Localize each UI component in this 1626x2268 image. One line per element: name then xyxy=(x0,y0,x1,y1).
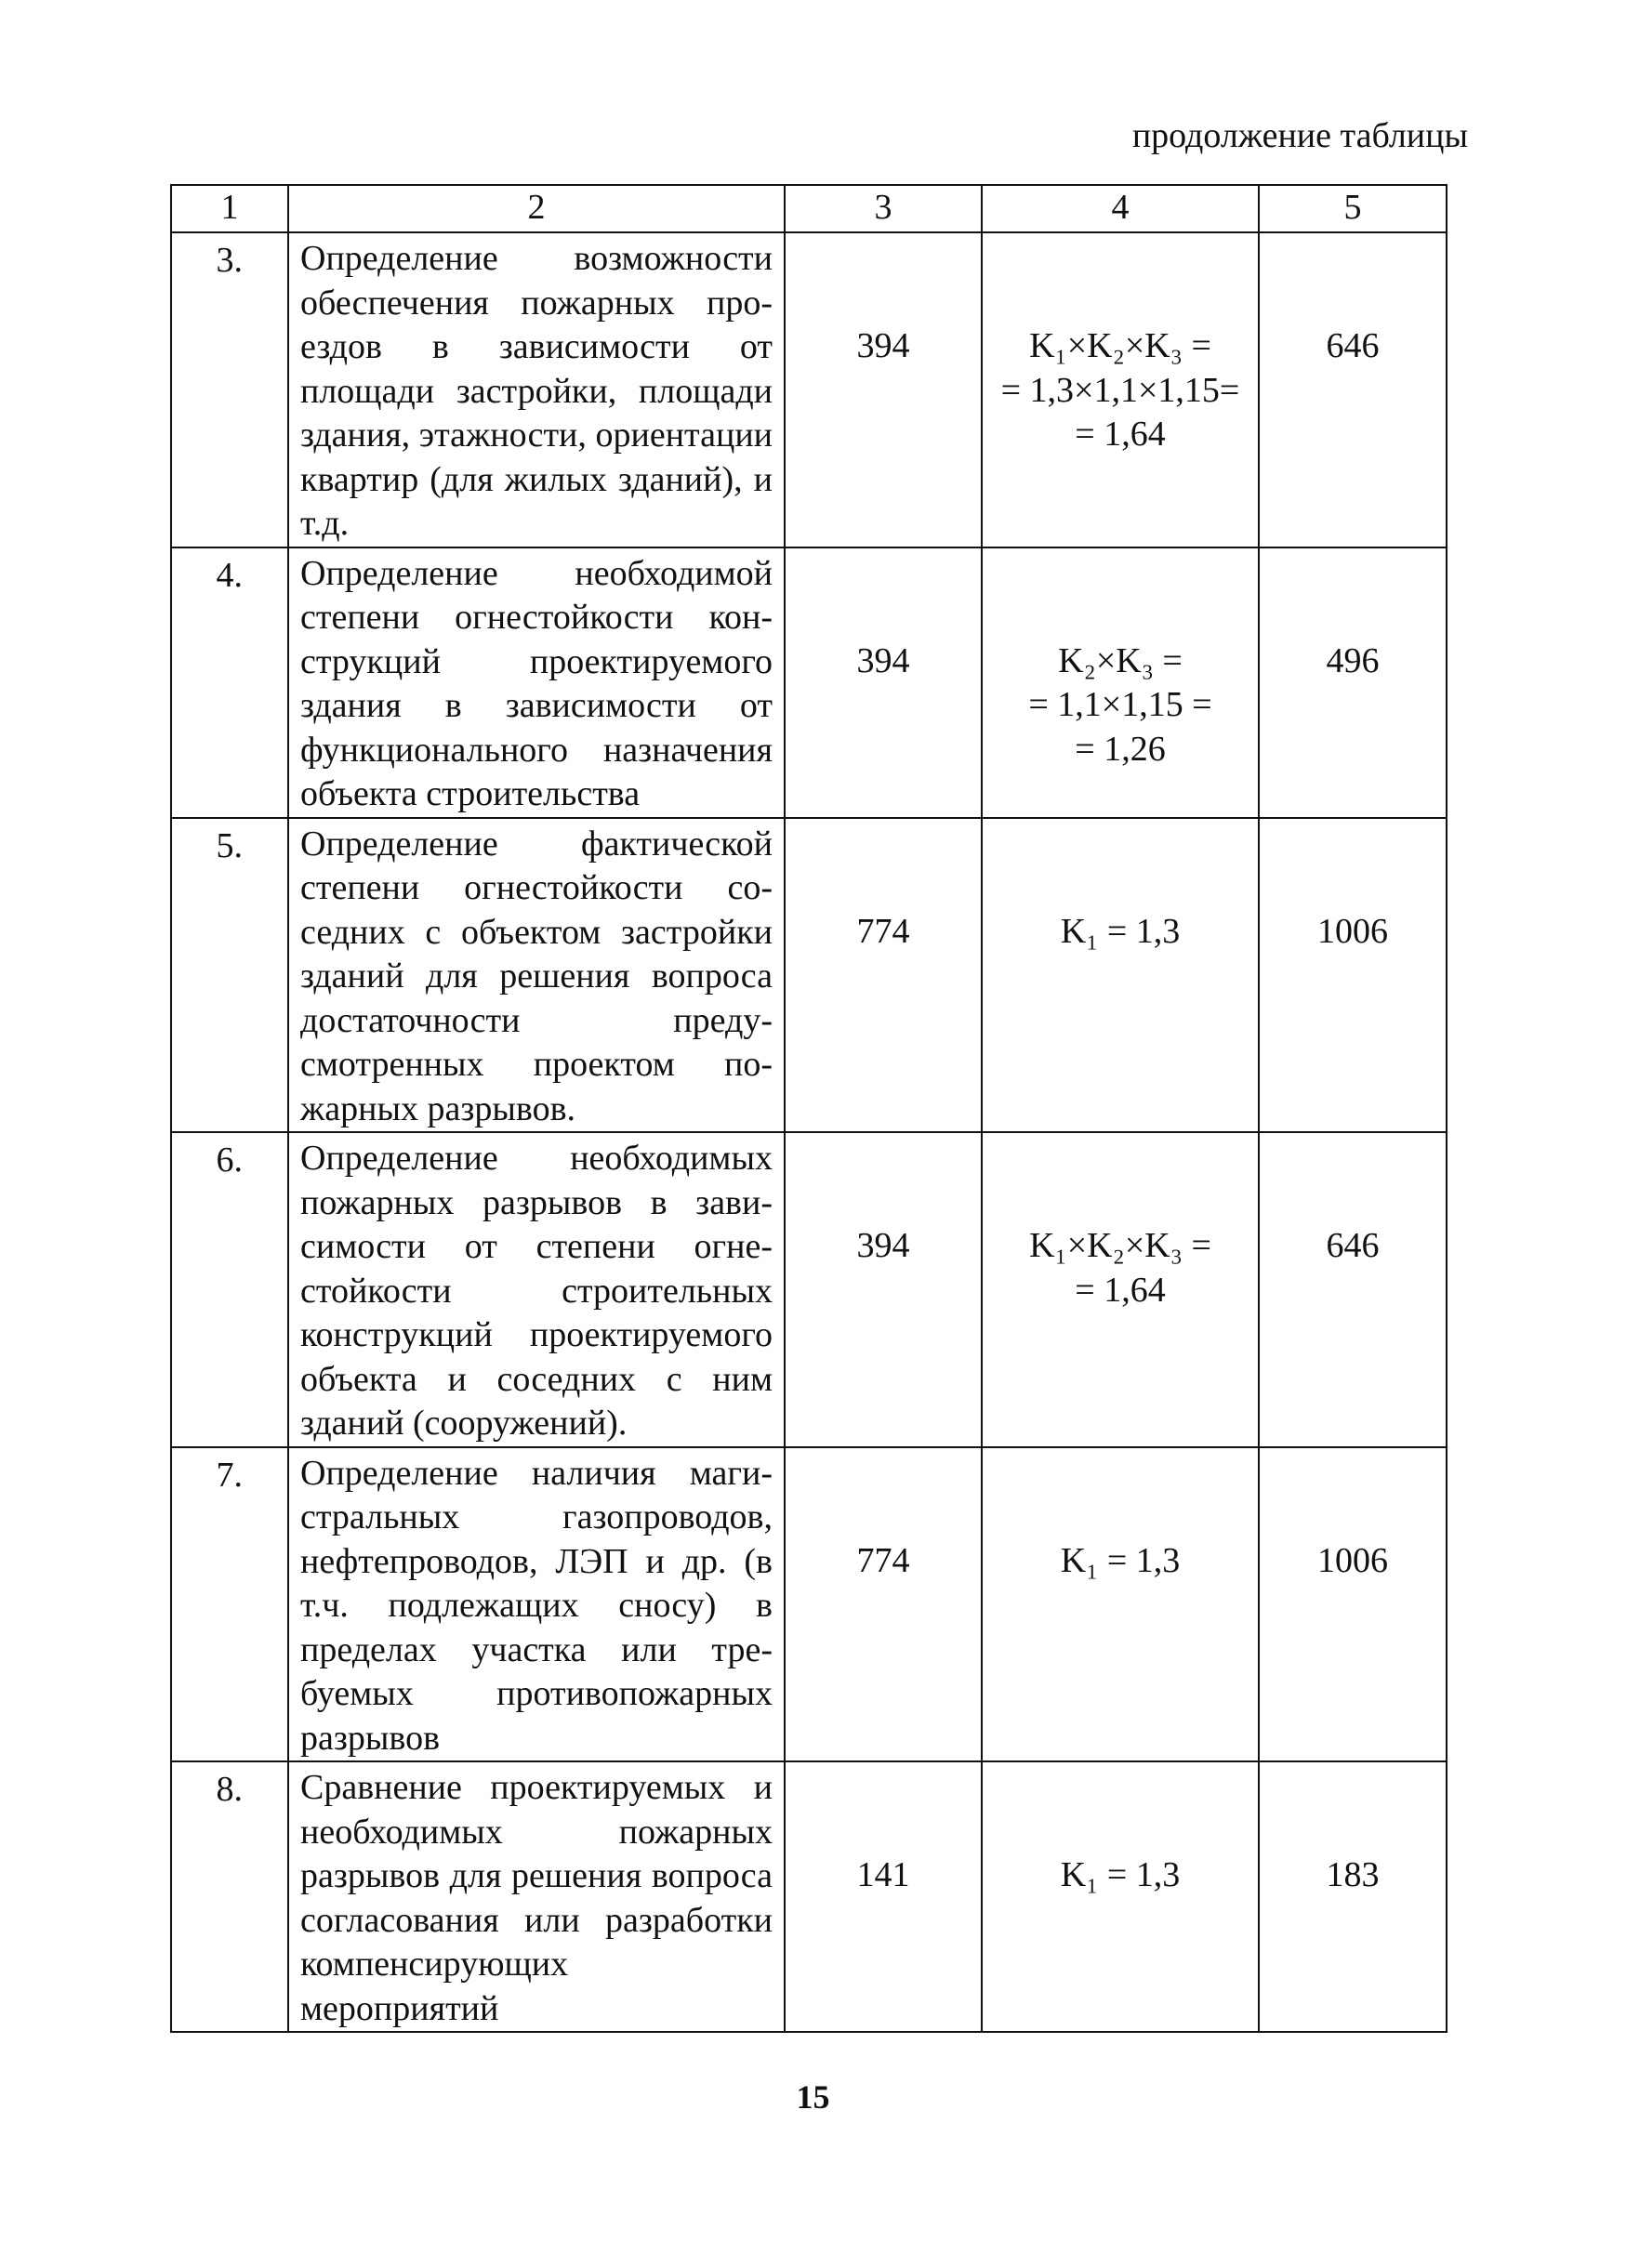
coefficient-line: K₂×K₃ = xyxy=(1058,640,1183,680)
column-header: 4 xyxy=(982,185,1259,232)
row-coefficient xyxy=(982,547,1259,818)
row-number: 5. xyxy=(171,818,288,1133)
coefficient-line: = 1,64 xyxy=(1075,415,1166,454)
row-description: Определение необходимых пожарных разрывов в зависимости от степени огнестойкости строительных конструкций проектируемого объекта и соседних с ним зданий (сооружений). xyxy=(288,1132,785,1447)
coefficient-line: = 1,1×1,15 = xyxy=(1028,685,1212,724)
row-coefficient xyxy=(982,1132,1259,1447)
column-header: 1 xyxy=(171,185,288,232)
row-number: 3. xyxy=(171,232,288,547)
row-description: Определение необходимой степени огнестойкости конструкций проектируемого здания в зависимости от функционального назначения объекта строительства xyxy=(288,547,785,818)
coefficient-line: = 1,26 xyxy=(1075,729,1166,769)
row-description: Определение возможности обеспечения пожарных проездов в зависимости от площади застройки, площади здания, этажности, ориентации квартир (для жилых зданий), и т.д. xyxy=(288,232,785,547)
row-number: 4. xyxy=(171,547,288,818)
row-coefficient xyxy=(982,1761,1259,2032)
data-table xyxy=(170,184,1448,2033)
row-value: 141 xyxy=(785,1761,982,2032)
table-header-row xyxy=(171,185,1447,232)
row-value: 394 xyxy=(785,1132,982,1447)
page-number: 15 xyxy=(796,2078,830,2116)
coefficient-line: K₁ = 1,3 xyxy=(1060,1855,1181,1894)
coefficient-line: K₁×K₂×K₃ = xyxy=(1029,326,1211,365)
column-header: 5 xyxy=(1259,185,1447,232)
table-row xyxy=(171,232,1447,547)
row-result: 646 xyxy=(1259,232,1447,547)
row-number: 6. xyxy=(171,1132,288,1447)
row-result: 1006 xyxy=(1259,818,1447,1133)
row-coefficient xyxy=(982,232,1259,547)
row-value: 394 xyxy=(785,547,982,818)
table-continuation-label: продолжение таблицы xyxy=(1131,116,1468,155)
coefficient-line: K₁×K₂×K₃ = xyxy=(1029,1226,1211,1265)
table-row xyxy=(171,1132,1447,1447)
coefficient-line: K₁ = 1,3 xyxy=(1060,911,1181,951)
row-value: 774 xyxy=(785,1447,982,1762)
row-result: 1006 xyxy=(1259,1447,1447,1762)
row-description: Определение фактической степени огнестойкости соседних с объектом застройки зданий для решения вопроса достаточности предусмотренных проектом пожарных разрывов. xyxy=(288,818,785,1133)
row-result: 496 xyxy=(1259,547,1447,818)
row-result: 183 xyxy=(1259,1761,1447,2032)
coefficient-line: = 1,64 xyxy=(1075,1270,1166,1310)
column-header: 3 xyxy=(785,185,982,232)
row-coefficient xyxy=(982,1447,1259,1762)
coefficient-line: K₁ = 1,3 xyxy=(1060,1540,1181,1580)
row-description: Сравнение проектируемых и необходимых пожарных разрывов для решения вопроса согласования или разработки компенсирующих мероприятий xyxy=(288,1761,785,2032)
table-row xyxy=(171,1447,1447,1762)
row-value: 774 xyxy=(785,818,982,1133)
table-row xyxy=(171,818,1447,1133)
table-row xyxy=(171,1761,1447,2032)
row-coefficient xyxy=(982,818,1259,1133)
table-row xyxy=(171,547,1447,818)
row-number: 7. xyxy=(171,1447,288,1762)
row-description: Определение наличия магистральных газопроводов, нефтепроводов, ЛЭП и др. (в т.ч. подлежащих сносу) в пределах участка или требуемых противопожарных разрывов xyxy=(288,1447,785,1762)
column-header: 2 xyxy=(288,185,785,232)
row-value: 394 xyxy=(785,232,982,547)
coefficient-line: = 1,3×1,1×1,15= xyxy=(1000,370,1240,410)
row-result: 646 xyxy=(1259,1132,1447,1447)
row-number: 8. xyxy=(171,1761,288,2032)
